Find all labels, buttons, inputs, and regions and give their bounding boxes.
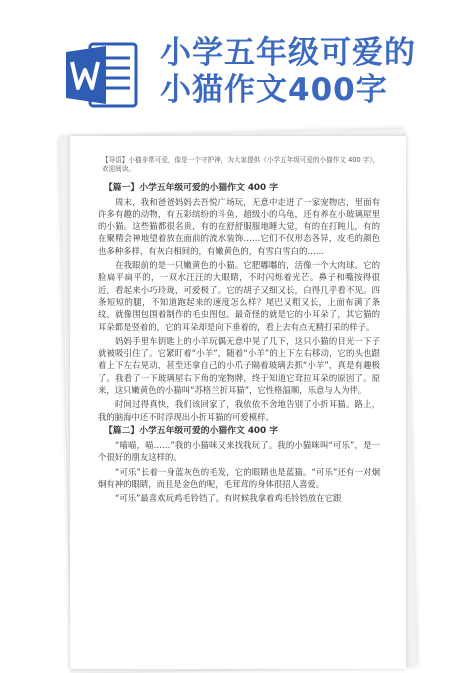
section-title: 【篇二】小学五年级可爱的小猫作文 400 字	[104, 425, 279, 436]
document-body	[98, 156, 380, 506]
paragraph: 周末，我和爸爸妈妈去吾悦广场玩，无意中走进了一家宠物店，里面有许多有趣的动物，有五彩缤纷的斗鱼、超级小的乌龟，还有养在小玻璃屋里的小猫。这些猫都很名贵，有的在舒舒服服地睡大觉，有的在打盹儿，有的在聚精会神地望着放在面前的流水装饰……它们不仅形态各异，皮毛的颜色也多种多样，有灰白相间的，有嫩黄色的，有雪白雪白的……	[98, 196, 380, 256]
paragraph: 时间过得真快，我们该回家了，我依依不舍地告别了小折耳猫。路上，我的脑海中还不时浮现出小折耳猫的可爱模样。	[98, 399, 380, 422]
document-header	[0, 0, 474, 120]
paragraph: “可乐”长着一身蓝灰色的毛发，它的眼睛也是蓝猫。“可乐”还有一对炯炯有神的眼睛，而且是金色的呢，毛茸茸的身体很招人喜爱。	[98, 466, 380, 489]
page-title-line1: 小学五年级可爱的	[160, 35, 416, 71]
page-title-line2: 小猫作文400字	[160, 72, 388, 108]
guide-text: 【导语】小猫非常可爱，像是一个守护神，为大家提供《小学五年级可爱的小猫作文 400 字》，欢迎阅读。	[102, 156, 380, 173]
paragraph: “可乐”最喜欢玩鸡毛铃铛了。有时候我拿着鸡毛铃铛放在它跟	[115, 493, 342, 504]
document-page	[70, 136, 406, 669]
section-title: 【篇一】小学五年级可爱的小猫作文 400 字	[104, 182, 279, 193]
paragraph: “喵喵，喵……”我的小猫咪又来找我玩了。我的小猫咪叫“可乐”，是一个很好的朋友这样的。	[98, 439, 380, 463]
word-doc-icon	[66, 42, 138, 108]
paragraph: 在我眼前的是一只嫩黄色的小猫。它肥嘟嘟的，活像一个大肉球。它的脸扁平扁平的，一双水汪汪的大眼睛，不时闪烁着光芒。鼻子和嘴按得很近，看起来小巧玲珑，可爱极了。它的胡子又细又长，白得几乎看不见。四条短短的腿，不知道跑起来的速度怎么样？尾巴又粗又长，上面布满了条纹，就像围包围着制作的毛虫图包。最奇怪的就是它的小耳朵了，其它猫的耳朵都是竖着的，它的耳朵却是向下垂着的，看上去有点无精打采的样子。	[98, 260, 380, 332]
paragraph: 妈妈手里车钥匙上的小羊玩偶无意中晃了几下，这只小猫的目光一下子就被吸引住了。它紧盯着“小羊”，随着“小羊”的上下左右移动，它的头也跟着上下左右晃动，甚至还拿自己的小爪子隔着玻璃去抓“小羊”，真是有趣极了。我看了一下玻璃屋右下角的宠物牌，终于知道它耷拉耳朵的原因了。原来，这只嫩黄色的小猫叫“苏格兰折耳猫”，它性格温顺，乐意与人为伴。	[98, 335, 380, 396]
